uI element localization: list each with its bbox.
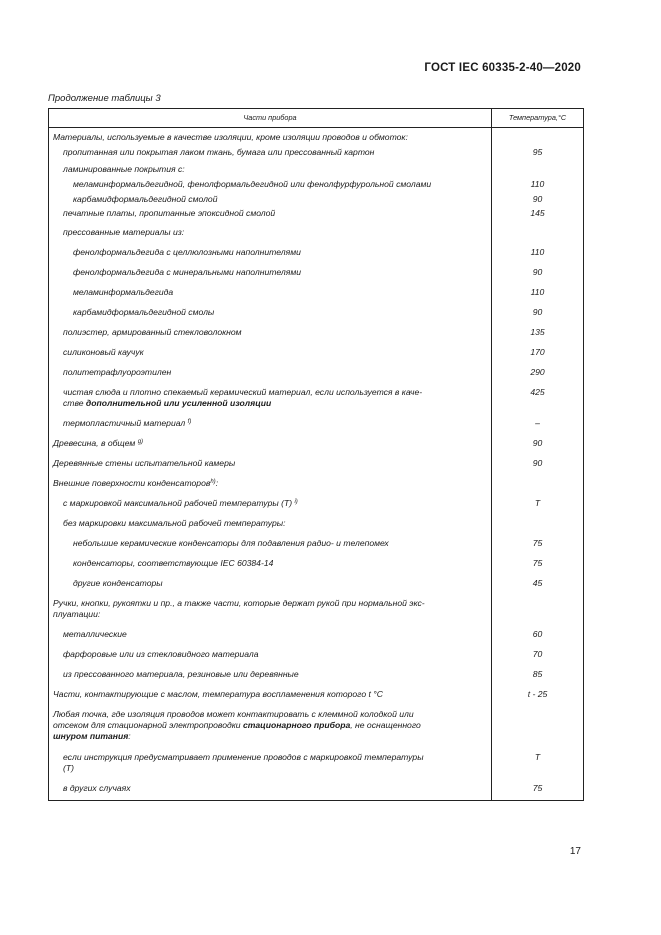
row-temperature: T (492, 750, 584, 781)
table-row (49, 385, 584, 416)
table-caption: Продолжение таблицы 3 (48, 93, 161, 104)
row-temperature (492, 596, 584, 627)
row-temperature: 75 (492, 781, 584, 801)
row-temperature: 170 (492, 345, 584, 365)
row-part-description: Ручки, кнопки, рукоятки и пр., а также части, которые держат рукой при нормальной экс- плуатации: (49, 596, 492, 627)
row-part-description: Древесина, в общем $^{g)}$ (49, 436, 492, 456)
row-part-description: без маркировки максимальной рабочей температуры: (49, 516, 492, 536)
row-part-description: с маркировкой максимальной рабочей температуры (T) $^{i)}$ (49, 496, 492, 516)
row-part-description: конденсаторы, соответствующие IEC 60384-14 (49, 556, 492, 576)
row-part-description: прессованные материалы из: (49, 225, 492, 245)
row-part-description: фенолформальдегида с целлюлозными наполнителями (49, 245, 492, 265)
table-row (49, 265, 584, 285)
column-header-temperature: Температура,°С (492, 109, 584, 128)
row-part-description: политетрафлуороэтилен (49, 365, 492, 385)
row-part-description: если инструкция предусматривает применение проводов с маркировкой температуры (T) (49, 750, 492, 781)
row-part-description: Части, контактирующие с маслом, температура воспламенения которого t °C (49, 687, 492, 707)
row-part-description: из прессованного материала, резиновые или деревянные (49, 667, 492, 687)
table-body (49, 128, 584, 801)
table-row (49, 687, 584, 707)
row-temperature (492, 162, 584, 177)
table-row (49, 325, 584, 345)
table-row (49, 128, 584, 145)
row-temperature (492, 476, 584, 496)
table-row (49, 647, 584, 667)
row-temperature: 45 (492, 576, 584, 596)
row-part-description: фенолформальдегида с минеральными наполнителями (49, 265, 492, 285)
row-temperature: 110 (492, 177, 584, 192)
table-row (49, 781, 584, 801)
table-row (49, 556, 584, 576)
row-temperature: 90 (492, 456, 584, 476)
row-temperature: 75 (492, 556, 584, 576)
table-row (49, 245, 584, 265)
row-part-description: другие конденсаторы (49, 576, 492, 596)
table-row (49, 285, 584, 305)
temperature-limits-table (48, 108, 584, 801)
row-temperature: 60 (492, 627, 584, 647)
row-temperature (492, 128, 584, 145)
row-part-description: небольшие керамические конденсаторы для подавления радио- и телепомех (49, 536, 492, 556)
row-temperature: 75 (492, 536, 584, 556)
row-part-description: Деревянные стены испытательной камеры (49, 456, 492, 476)
table-row (49, 305, 584, 325)
row-part-description: Материалы, используемые в качестве изоляции, кроме изоляции проводов и обмоток: (49, 128, 492, 145)
row-temperature: 90 (492, 436, 584, 456)
table-row (49, 496, 584, 516)
row-temperature: 90 (492, 305, 584, 325)
row-part-description: чистая слюда и плотно спекаемый керамический материал, если используется в каче- стве дополнительной или усиленной изоляции (49, 385, 492, 416)
table-row (49, 345, 584, 365)
row-part-description: силиконовый каучук (49, 345, 492, 365)
row-temperature: 90 (492, 192, 584, 206)
row-temperature: 425 (492, 385, 584, 416)
table-row (49, 576, 584, 596)
row-temperature: 135 (492, 325, 584, 345)
row-temperature (492, 516, 584, 536)
row-temperature: 85 (492, 667, 584, 687)
row-temperature (492, 707, 584, 750)
row-part-description: Внешние поверхности конденсаторов$^{h)}$: (49, 476, 492, 496)
table-row (49, 162, 584, 177)
row-temperature: 70 (492, 647, 584, 667)
row-part-description: фарфоровые или из стекловидного материала (49, 647, 492, 667)
row-part-description: полиэстер, армированный стекловолокном (49, 325, 492, 345)
row-part-description: печатные платы, пропитанные эпоксидной смолой (49, 206, 492, 225)
row-part-description: металлические (49, 627, 492, 647)
document-code: ГОСТ IEC 60335-2-40—2020 (424, 62, 581, 74)
table-row (49, 436, 584, 456)
row-temperature: 145 (492, 206, 584, 225)
row-temperature: 110 (492, 245, 584, 265)
column-header-parts: Части прибора (49, 109, 492, 128)
row-part-description: ламинированные покрытия с: (49, 162, 492, 177)
table-row (49, 627, 584, 647)
table-row (49, 536, 584, 556)
table-header-row (49, 109, 584, 128)
row-part-description: меламинформальдегидной, фенолформальдегидной или фенолфурфурольной смолами (49, 177, 492, 192)
row-part-description: термопластичный материал $^{f)}$ (49, 416, 492, 436)
table-row (49, 145, 584, 162)
table-row (49, 192, 584, 206)
table-row (49, 476, 584, 496)
row-part-description: пропитанная или покрытая лаком ткань, бумага или прессованный картон (49, 145, 492, 162)
row-temperature: t - 25 (492, 687, 584, 707)
table-row (49, 206, 584, 225)
page-number: 17 (569, 846, 581, 857)
row-temperature (492, 225, 584, 245)
table-row (49, 177, 584, 192)
table-row (49, 750, 584, 781)
row-temperature: 110 (492, 285, 584, 305)
table-row (49, 596, 584, 627)
table-row (49, 416, 584, 436)
row-part-description: Любая точка, где изоляция проводов может контактировать с клеммной колодкой или отсеком для стационарной электропроводки стационарного прибора, не оснащенного шнуром питания: (49, 707, 492, 750)
row-part-description: меламинформальдегида (49, 285, 492, 305)
row-temperature: 90 (492, 265, 584, 285)
table-row (49, 456, 584, 476)
row-temperature: 95 (492, 145, 584, 162)
table-row (49, 667, 584, 687)
row-part-description: карбамидформальдегидной смолой (49, 192, 492, 206)
table-row (49, 707, 584, 750)
table-row (49, 225, 584, 245)
row-part-description: в других случаях (49, 781, 492, 801)
table-row (49, 516, 584, 536)
row-part-description: карбамидформальдегидной смолы (49, 305, 492, 325)
table-row (49, 365, 584, 385)
row-temperature: – (492, 416, 584, 436)
row-temperature: T (492, 496, 584, 516)
row-temperature: 290 (492, 365, 584, 385)
